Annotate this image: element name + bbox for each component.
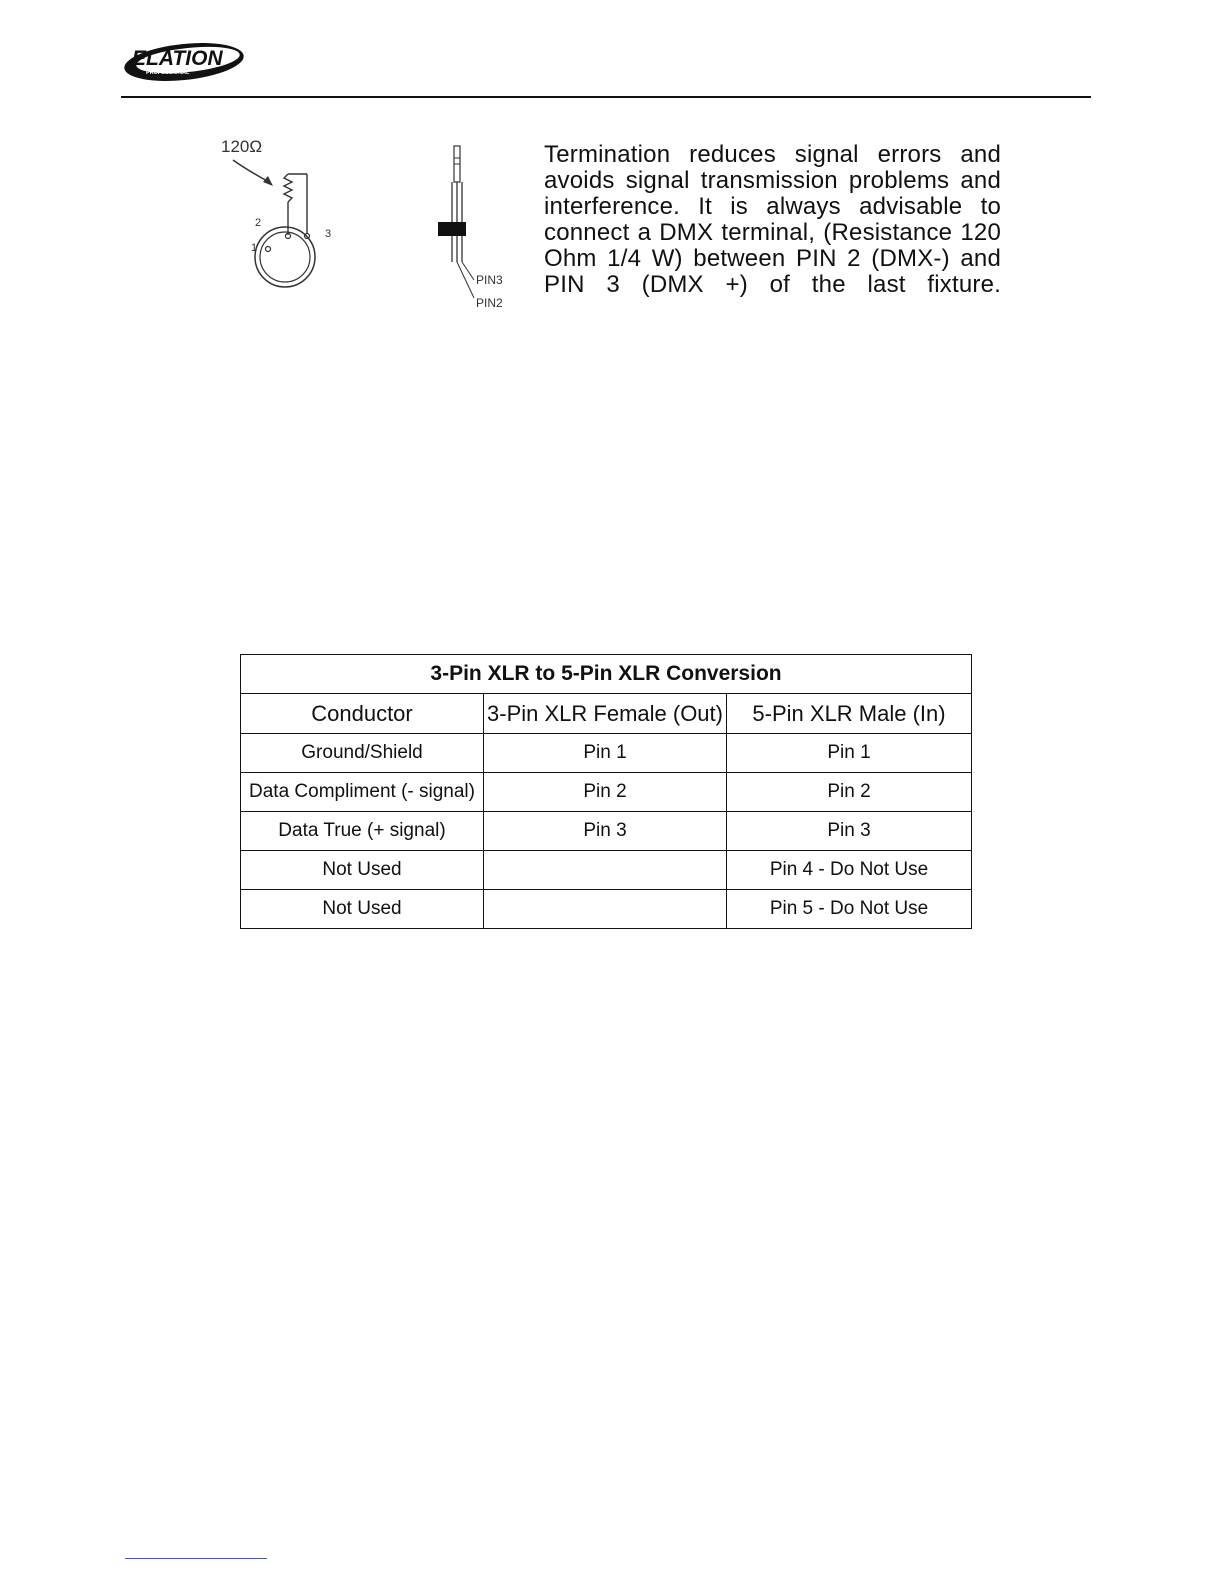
table-cell: Pin 1 bbox=[484, 734, 727, 773]
xlr-connector-diagram bbox=[205, 130, 335, 305]
pin-number-3: 3 bbox=[325, 228, 332, 240]
pin-number-1: 1 bbox=[251, 242, 258, 254]
table-cell: Pin 5 - Do Not Use bbox=[727, 890, 972, 929]
column-header-5pin: 5-Pin XLR Male (In) bbox=[727, 694, 972, 734]
table-row bbox=[241, 851, 972, 890]
logo-wordmark: ELATION bbox=[132, 47, 223, 70]
termination-paragraph: Termination reduces signal errors and avoids signal transmission problems and interference. It is always advisable to connect a DMX terminal, (Resistance 120 Ohm 1/4 W) between PIN 2 (DMX-) and PIN 3 (DMX +) of the last fixture. bbox=[544, 141, 1001, 298]
terminator-plug-diagram bbox=[418, 140, 518, 315]
table-cell: Pin 3 bbox=[484, 812, 727, 851]
table-cell: Pin 2 bbox=[727, 773, 972, 812]
table-cell: Pin 2 bbox=[484, 773, 727, 812]
table-title: 3-Pin XLR to 5-Pin XLR Conversion bbox=[241, 655, 972, 694]
table-row bbox=[241, 773, 972, 812]
plug-body-icon bbox=[438, 222, 466, 236]
elation-logo-graphic bbox=[122, 38, 246, 84]
table-header-row bbox=[241, 694, 972, 734]
footer-divider bbox=[125, 1558, 267, 1559]
table-title-row bbox=[241, 655, 972, 694]
resistor-icon bbox=[284, 174, 292, 202]
table-cell: Pin 3 bbox=[727, 812, 972, 851]
pin-number-2: 2 bbox=[255, 217, 262, 229]
table-cell: Ground/Shield bbox=[241, 734, 484, 773]
table-cell bbox=[484, 851, 727, 890]
table-cell: Pin 4 - Do Not Use bbox=[727, 851, 972, 890]
resistor-label: 120Ω bbox=[221, 137, 263, 156]
table-row bbox=[241, 890, 972, 929]
table-cell bbox=[484, 890, 727, 929]
header-divider bbox=[121, 96, 1091, 98]
table-cell: Not Used bbox=[241, 851, 484, 890]
xlr-inner-ring bbox=[260, 232, 310, 282]
pin3-label: PIN3 bbox=[476, 273, 503, 287]
logo-subtitle: PROFESSIONAL bbox=[146, 70, 190, 76]
table-cell: Pin 1 bbox=[727, 734, 972, 773]
table-cell: Data True (+ signal) bbox=[241, 812, 484, 851]
table-cell: Data Compliment (- signal) bbox=[241, 773, 484, 812]
table-cell: Not Used bbox=[241, 890, 484, 929]
elation-logo bbox=[122, 38, 246, 84]
arrow-icon bbox=[263, 176, 273, 186]
pin2-label: PIN2 bbox=[476, 296, 503, 310]
column-header-conductor: Conductor bbox=[241, 694, 484, 734]
column-header-3pin: 3-Pin XLR Female (Out) bbox=[484, 694, 727, 734]
table-row bbox=[241, 734, 972, 773]
table-row bbox=[241, 812, 972, 851]
xlr-conversion-table bbox=[240, 654, 972, 929]
